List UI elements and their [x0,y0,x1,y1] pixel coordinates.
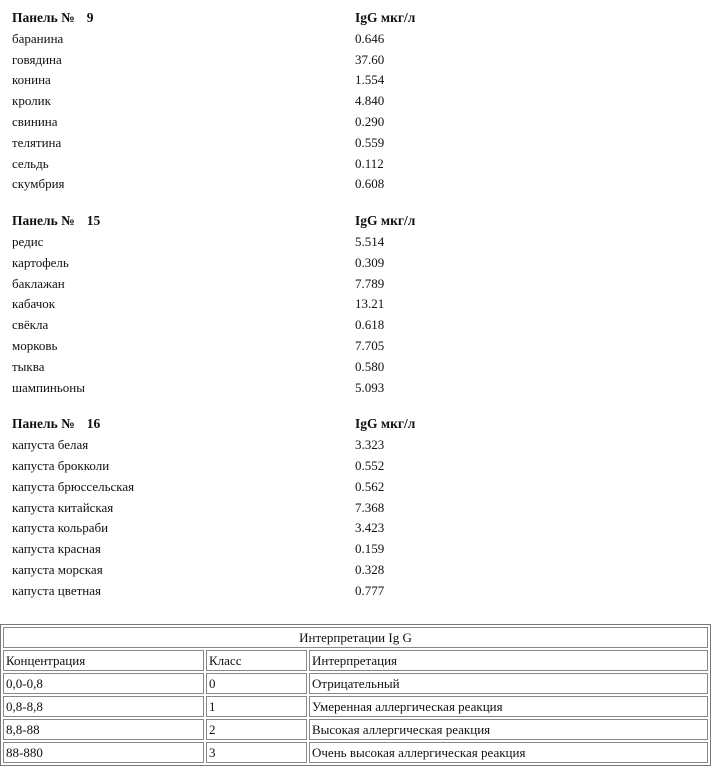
panel-label: Панель № [12,10,75,25]
list-item [12,154,512,175]
allergen-name: капуста морская [12,561,103,577]
concentration-cell: 0,0-0,8 [3,673,204,694]
panel-16 [12,414,512,601]
panel-number: 15 [86,213,101,229]
column-header-class: Класс [206,650,307,671]
allergen-name: свёкла [12,317,49,333]
list-item [12,232,512,253]
list-item [12,112,512,133]
allergen-name: баранина [12,30,64,46]
table-title: Интерпретации Ig G [3,627,708,648]
allergen-value: 0.559 [355,134,385,150]
panel-title [12,8,355,29]
list-item [12,133,512,154]
list-item [12,518,512,539]
panels-list [12,8,512,618]
list-item [12,560,512,581]
list-item [12,498,512,519]
allergen-name: капуста белая [12,437,89,453]
list-item [12,315,512,336]
list-item [12,274,512,295]
class-cell: 2 [206,719,307,740]
allergen-value: 5.093 [355,379,385,395]
allergen-name: морковь [12,337,58,353]
concentration-cell: 88-880 [3,742,204,763]
panel-label: Панель № [12,213,75,229]
panel-number: 9 [86,10,94,25]
allergen-value: 7.789 [355,275,385,291]
list-item [12,336,512,357]
list-item [12,581,512,602]
table-caption-row [3,627,708,648]
panel-unit: IgG мкг/л [355,213,416,229]
list-item [12,456,512,477]
allergen-name: капуста цветная [12,582,101,598]
allergen-value: 3.423 [355,520,385,536]
panel-15 [12,211,512,398]
panel-header [12,8,512,29]
allergen-value: 0.580 [355,358,385,374]
class-cell: 0 [206,673,307,694]
panel-header [12,211,512,232]
allergen-name: капуста китайская [12,499,114,515]
allergen-value: 7.368 [355,499,385,515]
table-header-row [3,650,708,671]
interpretation-cell: Высокая аллергическая реакция [309,719,708,740]
list-item [12,253,512,274]
allergen-name: кабачок [12,296,56,312]
list-item [12,539,512,560]
allergen-name: свинина [12,113,58,129]
interpretation-cell: Очень высокая аллергическая реакция [309,742,708,763]
panel-9 [12,8,512,195]
list-item [12,29,512,50]
allergen-value: 4.840 [355,93,385,109]
allergen-name: телятина [12,134,62,150]
table-row [3,719,708,740]
allergen-value: 0.112 [355,155,384,171]
allergen-name: капуста брокколи [12,457,110,473]
list-item [12,70,512,91]
allergen-value: 0.309 [355,254,385,270]
panel-unit: IgG мкг/л [355,416,416,432]
allergen-value: 1.554 [355,72,385,88]
interpretation-cell: Умеренная аллергическая реакция [309,696,708,717]
allergen-value: 7.705 [355,337,385,353]
allergen-value: 5.514 [355,233,385,249]
allergen-name: кролик [12,93,51,109]
allergen-name: тыква [12,358,45,374]
concentration-cell: 0,8-8,8 [3,696,204,717]
column-header-concentration: Концентрация [3,650,204,671]
list-item [12,378,512,399]
allergen-name: шампиньоны [12,379,85,395]
allergen-value: 13.21 [355,296,385,312]
allergen-value: 0.290 [355,113,385,129]
allergen-value: 0.608 [355,176,385,192]
class-cell: 1 [206,696,307,717]
panel-header [12,414,512,435]
panel-title [12,414,355,435]
allergen-name: капуста красная [12,541,101,557]
interpretation-cell: Отрицательный [309,673,708,694]
allergen-value: 0.328 [355,561,385,577]
panel-label: Панель № [12,416,75,432]
list-item [12,294,512,315]
list-item [12,91,512,112]
allergen-value: 0.777 [355,582,385,598]
table-row [3,673,708,694]
allergen-name: капуста кольраби [12,520,109,536]
list-item [12,50,512,71]
allergen-value: 0.618 [355,317,385,333]
allergen-name: картофель [12,254,69,270]
class-cell: 3 [206,742,307,763]
allergen-name: редис [12,233,44,249]
allergen-value: 0.159 [355,541,385,557]
allergen-name: скумбрия [12,176,65,192]
allergen-value: 0.552 [355,457,385,473]
allergen-name: капуста брюссельская [12,478,135,494]
list-item [12,357,512,378]
allergen-value: 37.60 [355,51,385,67]
table-row [3,742,708,763]
list-item [12,174,512,195]
allergen-name: сельдь [12,155,49,171]
table-row [3,696,708,717]
list-item [12,477,512,498]
allergen-value: 0.646 [355,30,385,46]
panel-unit: IgG мкг/л [355,10,416,25]
list-item [12,435,512,456]
panel-title [12,211,355,232]
allergen-value: 3.323 [355,437,385,453]
concentration-cell: 8,8-88 [3,719,204,740]
column-header-interpretation: Интерпретация [309,650,708,671]
allergen-name: конина [12,72,51,88]
panel-number: 16 [86,416,101,432]
interpretation-table [0,624,711,766]
allergen-name: говядина [12,51,62,67]
allergen-name: баклажан [12,275,65,291]
allergen-value: 0.562 [355,478,385,494]
